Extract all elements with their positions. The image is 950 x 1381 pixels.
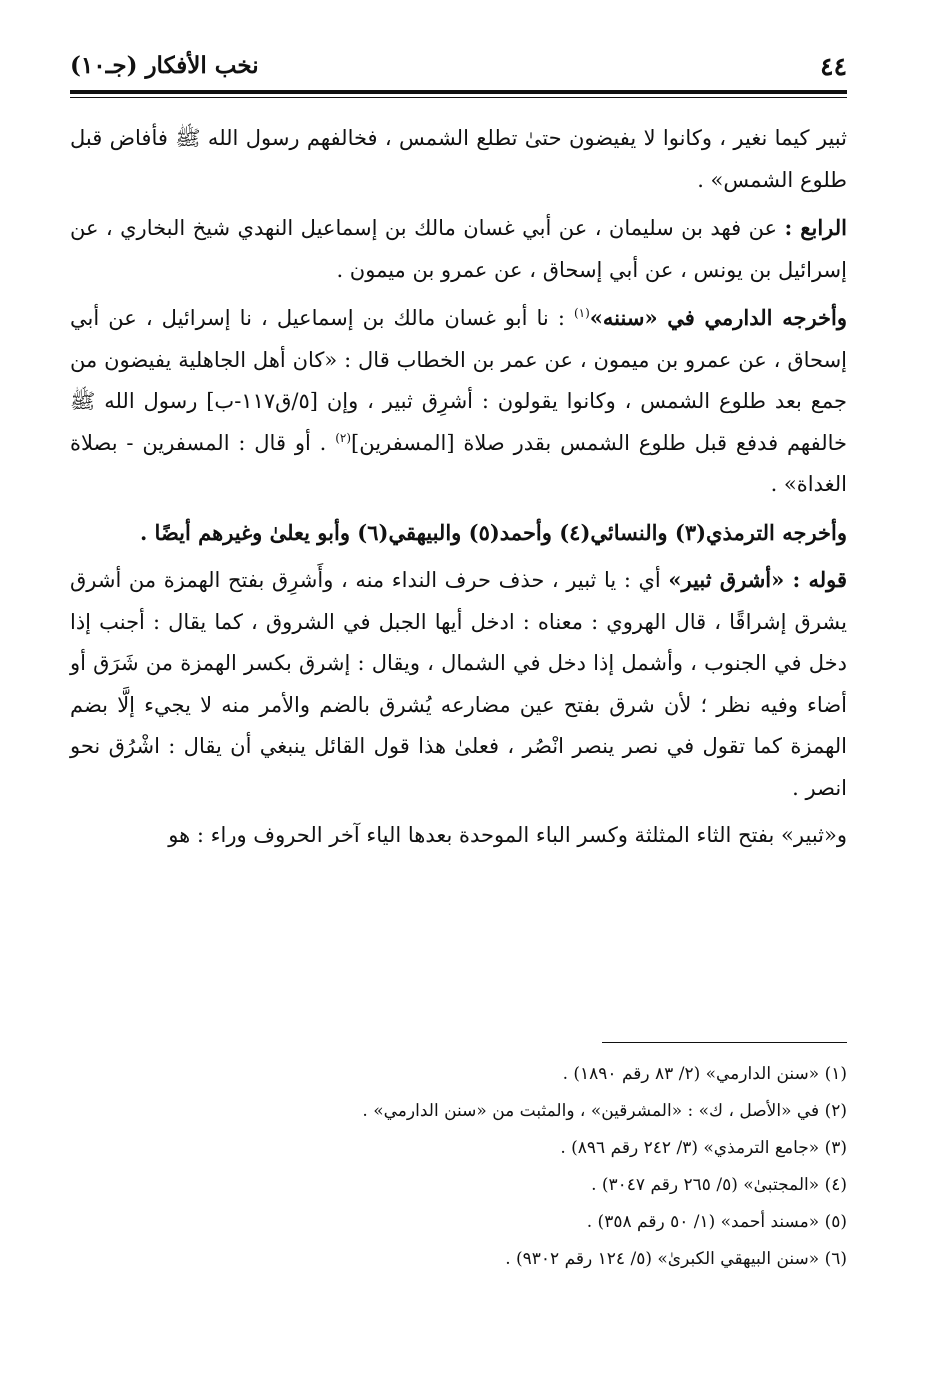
paragraph-3-lead: وأخرجه الدارمي في «سننه»	[589, 305, 847, 330]
footnote-3: (٣) «جامع الترمذي» (٣/ ٢٤٢ رقم ٨٩٦) .	[560, 1138, 847, 1158]
footnote-separator	[602, 1042, 847, 1043]
page-number: ٤٤	[820, 52, 847, 81]
footnote-5: (٥) «مسند أحمد» (١/ ٥٠ رقم ٣٥٨) .	[586, 1212, 847, 1232]
paragraph-5-text: أي : يا ثبير ، حذف حرف النداء منه ، وأَشرِق بفتح الهمزة من أشرق يشرق إشراقًا ، قال الهروي : معناه : ادخل أيها الجبل في الشروق ، كما يقال : أجنب إذا دخل في الجنوب ، وأشمل إذا دخل في الشمال ، ويقال : إشرق بكسر الهمزة من شَرَق أو أضاء وفيه نظر ؛ لأن شرق بفتح عين مضارعه يُشرق بالضم والأمر منه لا يجيء إلَّا بضم الهمزة كما تقول في نصر ينصر انْصُر ، فعلىٰ هذا قول القائل ينبغي أن يقال : اشْرُق نحو انصر .	[70, 568, 847, 800]
page-header	[70, 52, 847, 90]
header-rule	[70, 90, 847, 94]
footnote-4: (٤) «المجتبىٰ» (٥/ ٢٦٥ رقم ٣٠٤٧) .	[591, 1175, 847, 1195]
footnote-ref-2: (٢)	[335, 430, 352, 445]
footnotes	[70, 1056, 847, 1278]
header-rule-thin	[70, 97, 847, 98]
paragraph-2-lead: الرابع :	[784, 215, 847, 240]
running-title: نخب الأفكار (جـ١٠)	[70, 52, 259, 79]
paragraph-4: وأخرجه الترمذي(٣) والنسائي(٤) وأحمد(٥) والبيهقي(٦) وأبو يعلىٰ وغيرهم أيضًا .	[139, 519, 847, 545]
footnote-ref-1: (١)	[573, 306, 590, 320]
paragraph-1: ثبير كيما نغير ، وكانوا لا يفيضون حتىٰ تطلع الشمس ، فخالفهم رسول الله ﷺ فأفاض قبل طلوع الشمس» .	[70, 126, 847, 192]
footnote-2: (٢) في «الأصل ، ك» : «المشرقين» ، والمثبت من «سنن الدارمي» .	[362, 1101, 847, 1121]
paragraph-3-end: . أو قال : المسفرين - بصلاة الغداة» .	[70, 430, 847, 496]
paragraph-6: و«ثبير» بفتح الثاء المثلثة وكسر الباء الموحدة بعدها الياء آخر الحروف وراء : هو	[168, 823, 847, 847]
footnote-6: (٦) «سنن البيهقي الكبرىٰ» (٥/ ١٢٤ رقم ٩٣٠٢) .	[505, 1249, 847, 1269]
paragraph-2-text: عن فهد بن سليمان ، عن أبي غسان مالك بن إسماعيل النهدي شيخ البخاري ، عن إسرائيل بن يونس ، عن أبي إسحاق ، عن عمرو بن ميمون .	[70, 216, 847, 282]
paragraph-5	[70, 559, 847, 809]
paragraph-3-text: : نا أبو غسان مالك بن إسماعيل ، نا إسرائيل ، عن أبي إسحاق ، عن عمرو بن ميمون ، عن عمر بن الخطاب قال : «كان أهل الجاهلية يفيضون من جمع بعد طلوع الشمس ، وكانوا يقولون : أشرِق ثبير ، وإن [٥/ق١١٧-ب] رسول الله ﷺ خالفهم فدفع قبل طلوع الشمس بقدر صلاة [المسفرين]	[70, 306, 848, 455]
paragraph-5-lead: قوله : «أشرق ثبير»	[668, 567, 847, 592]
paragraph-3	[70, 297, 847, 506]
paragraph-2	[70, 207, 847, 291]
footnote-1: (١) «سنن الدارمي» (٢/ ٨٣ رقم ١٨٩٠) .	[562, 1064, 847, 1084]
main-text	[70, 118, 847, 857]
